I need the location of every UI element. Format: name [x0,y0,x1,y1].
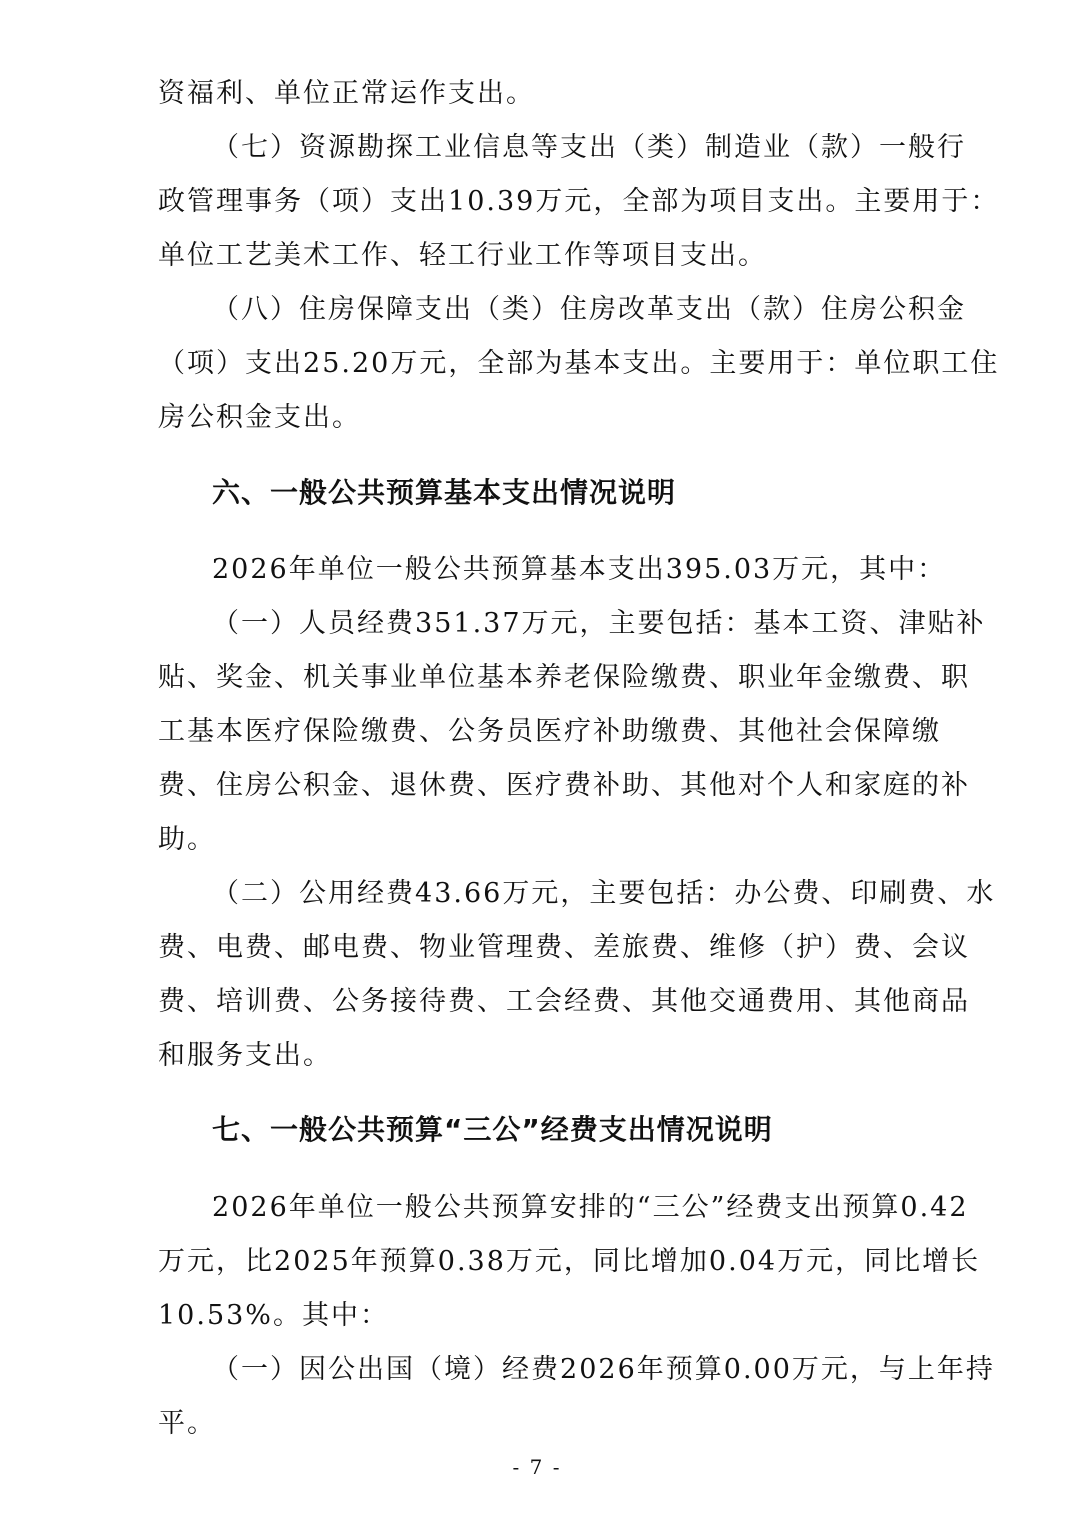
page-number: - 7 - [512,1455,562,1479]
paragraph-line: 费 、 培 训 费 、 公 务 接 待 费 、 工 会 经 费 、 其 他 交 通 费 用 、 其 他 商 品 [158,986,970,1017]
paragraph-line: 助。 [158,824,216,855]
paragraph-line: （ 七 ） 资 源 勘 探 工 业 信 息 等 支 出 （ 类 ） 制 造 业 （ 款 ） 一 般 行 [212,132,966,163]
paragraph-line: 和服务支出。 [158,1040,332,1071]
paragraph-line: 2 0 2 6 年 单 位 一 般 公 共 预 算 安 排 的 “ 三 公 ” 经 费 支 出 预 算 0 . 4 2 [212,1192,969,1223]
paragraph-line: 房公积金支出。 [158,402,361,433]
paragraph-line: 资福利、单位正常运作支出。 [158,78,535,109]
paragraph-line: 费 、 住 房 公 积 金 、 退 休 费 、 医 疗 费 补 助 、 其 他 对 个 人 和 家 庭 的 补 [158,770,970,801]
section-heading: 六、一般公共预算基本支出情况说明 [212,476,677,509]
paragraph-line: （ 一 ） 人 员 经 费 3 5 1 . 3 7 万 元 ， 主 要 包 括 ： 基 本 工 资 、 津 贴 补 [212,608,986,639]
paragraph-line: （ 一 ） 因 公 出 国 （ 境 ） 经 费 2 0 2 6 年 预 算 0 . 0 0 万 元 ， 与 上 年 持 [212,1354,995,1385]
paragraph-line: 政 管 理 事 务 （ 项 ） 支 出 1 0 . 3 9 万 元 ， 全 部 为 项 目 支 出 。 主 要 用 于 ： [158,186,1000,217]
paragraph-line: 万 元 ， 比 2 0 2 5 年 预 算 0 . 3 8 万 元 ， 同 比 增 加 0 . 0 4 万 元 ， 同 比 增 长 [158,1246,981,1277]
paragraph-line: （ 八 ） 住 房 保 障 支 出 （ 类 ） 住 房 改 革 支 出 （ 款 ） 住 房 公 积 金 [212,294,966,325]
paragraph-line: 平。 [158,1408,216,1439]
paragraph-line: 单位工艺美术工作、轻工行业工作等项目支出。 [158,240,767,271]
paragraph-line: 贴 、 奖 金 、 机 关 事 业 单 位 基 本 养 老 保 险 缴 费 、 职 业 年 金 缴 费 、 职 [158,662,970,693]
paragraph-line: （ 项 ） 支 出 2 5 . 2 0 万 元 ， 全 部 为 基 本 支 出 。 主 要 用 于 ： 单 位 职 工 住 [158,348,1000,379]
section-heading: 七、一般公共预算“三公”经费支出情况说明 [212,1113,773,1146]
paragraph-line: 2026年单位一般公共预算基本支出395.03万元，其中： [212,554,947,585]
paragraph-line: 费 、 电 费 、 邮 电 费 、 物 业 管 理 费 、 差 旅 费 、 维 修 （ 护 ） 费 、 会 议 [158,932,970,963]
paragraph-line: 工 基 本 医 疗 保 险 缴 费 、 公 务 员 医 疗 补 助 缴 费 、 其 他 社 会 保 障 缴 [158,716,941,747]
paragraph-line: （ 二 ） 公 用 经 费 4 3 . 6 6 万 元 ， 主 要 包 括 ： 办 公 费 、 印 刷 费 、 水 [212,878,996,909]
paragraph-line: 10.53%。其中： [158,1300,389,1331]
